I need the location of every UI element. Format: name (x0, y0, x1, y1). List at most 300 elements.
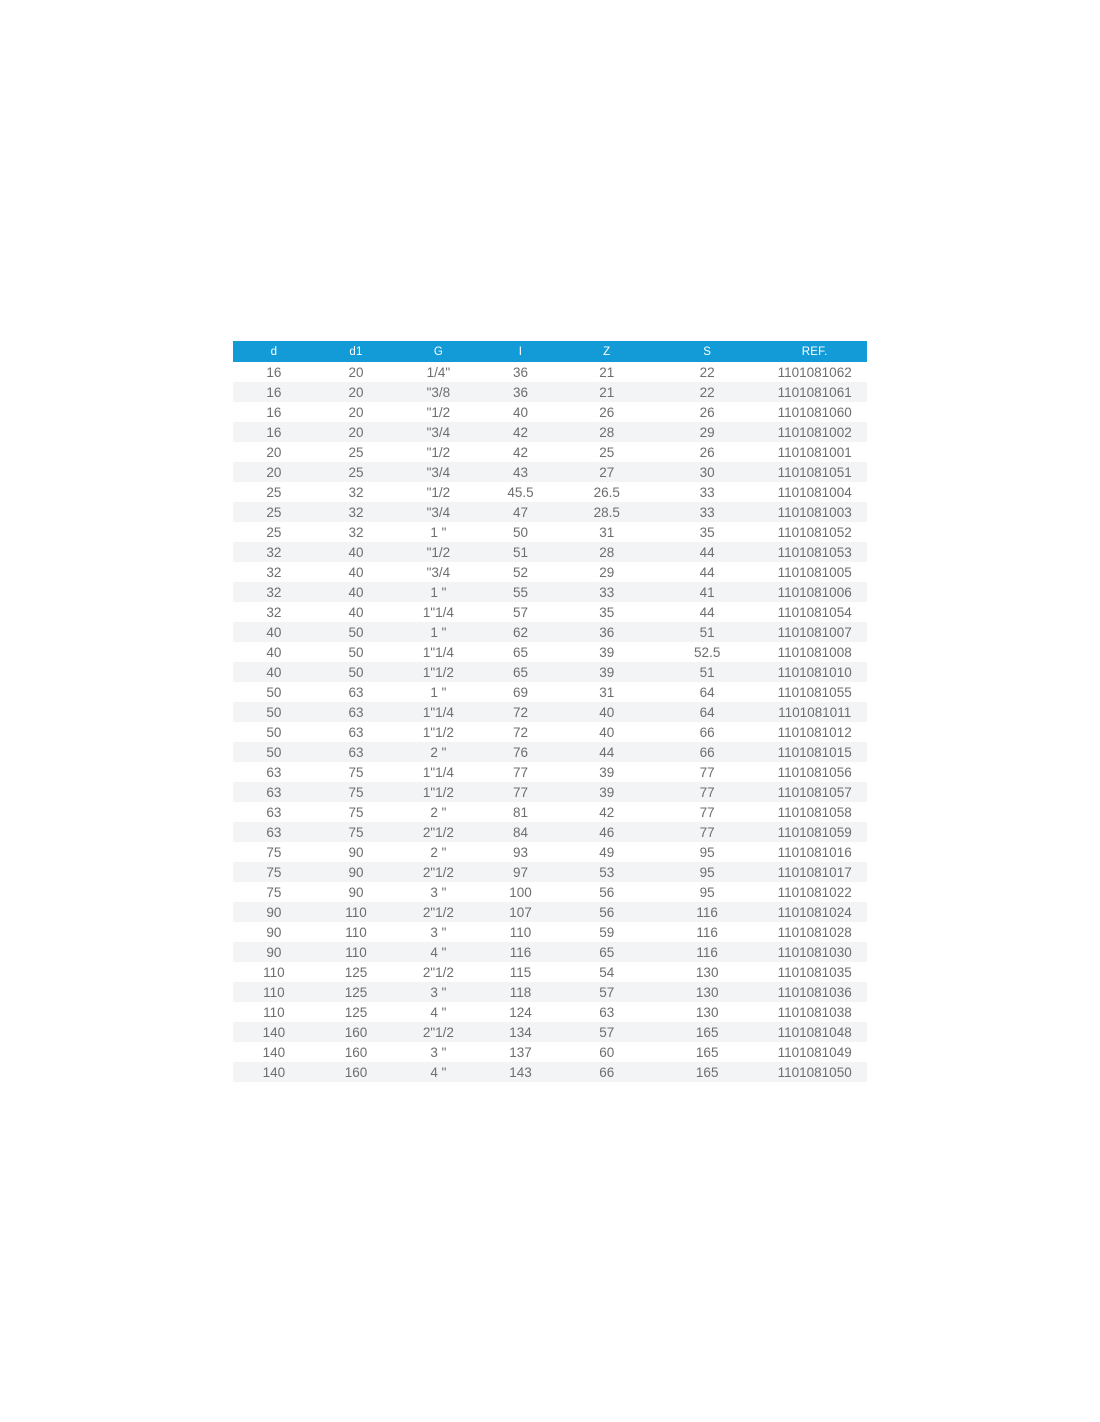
table-row (233, 842, 867, 862)
column-header-I: I (480, 341, 562, 362)
cell-d: 25 (266, 524, 282, 540)
table-row (233, 362, 867, 382)
cell-S: 130 (695, 984, 719, 1000)
cell-Z: 59 (599, 924, 615, 940)
cell-Z: 28 (599, 424, 615, 440)
cell-Z: 53 (599, 864, 615, 880)
cell-Z: 28.5 (593, 504, 620, 520)
cell-d: 32 (266, 604, 282, 620)
cell-I: 81 (512, 804, 528, 820)
cell-I: 47 (512, 504, 528, 520)
cell-S: 116 (696, 904, 718, 920)
cell-Z: 65 (599, 944, 615, 960)
cell-Z: 39 (599, 664, 615, 680)
cell-ref: 1101081012 (777, 724, 852, 740)
table-row (233, 942, 867, 962)
table-row (233, 902, 867, 922)
cell-d1: 110 (345, 944, 367, 960)
cell-ref: 1101081060 (777, 404, 852, 420)
cell-I: 118 (509, 984, 532, 1000)
table-header-row (233, 341, 867, 362)
table-row (233, 822, 867, 842)
cell-I: 116 (509, 944, 532, 960)
cell-G: 1 " (430, 624, 447, 640)
cell-d: 90 (266, 924, 282, 940)
cell-d: 50 (266, 724, 282, 740)
cell-G: 1 " (430, 584, 447, 600)
table-row (233, 962, 867, 982)
cell-d: 32 (266, 564, 282, 580)
cell-Z: 40 (599, 704, 615, 720)
table-row (233, 402, 867, 422)
cell-d1: 20 (348, 424, 364, 440)
cell-d: 16 (266, 424, 282, 440)
cell-d: 16 (266, 364, 282, 380)
cell-ref: 1101081022 (777, 884, 852, 900)
table-row (233, 442, 867, 462)
cell-d: 63 (266, 764, 282, 780)
spec-table (233, 341, 867, 1082)
table-row (233, 742, 867, 762)
cell-d1: 20 (348, 384, 364, 400)
cell-d1: 20 (348, 364, 364, 380)
column-header-d: d (233, 341, 315, 362)
cell-I: 51 (512, 544, 528, 560)
table-row (233, 522, 867, 542)
cell-d1: 90 (348, 864, 364, 880)
cell-S: 77 (699, 764, 715, 780)
cell-ref: 1101081062 (777, 364, 852, 380)
cell-G: "3/4 (426, 564, 451, 580)
cell-I: 42 (512, 424, 528, 440)
table-row (233, 622, 867, 642)
cell-d1: 40 (348, 584, 364, 600)
table-row (233, 1042, 867, 1062)
cell-d1: 110 (345, 904, 367, 920)
cell-d: 16 (266, 384, 282, 400)
cell-Z: 60 (599, 1044, 615, 1060)
cell-d: 140 (262, 1064, 286, 1080)
cell-d1: 32 (348, 504, 364, 520)
cell-d: 75 (266, 884, 282, 900)
cell-d1: 90 (348, 884, 364, 900)
cell-d1: 125 (344, 964, 368, 980)
cell-Z: 28 (599, 544, 615, 560)
cell-d1: 40 (348, 544, 364, 560)
cell-I: 93 (512, 844, 528, 860)
cell-I: 134 (509, 1024, 532, 1040)
table-row (233, 662, 867, 682)
cell-G: 1 " (430, 684, 447, 700)
cell-G: "3/4 (426, 504, 451, 520)
cell-S: 116 (696, 924, 718, 940)
cell-d: 25 (266, 504, 282, 520)
cell-d1: 160 (344, 1064, 368, 1080)
cell-S: 64 (699, 684, 715, 700)
table-row (233, 562, 867, 582)
cell-G: "1/2 (426, 444, 451, 460)
cell-I: 69 (512, 684, 528, 700)
table-row (233, 482, 867, 502)
cell-ref: 1101081038 (777, 1004, 852, 1020)
table-row (233, 862, 867, 882)
cell-G: 1"1/4 (422, 604, 454, 620)
cell-I: 115 (509, 964, 532, 980)
cell-S: 95 (699, 844, 715, 860)
cell-G: 4 " (430, 1004, 447, 1020)
cell-S: 95 (699, 864, 715, 880)
cell-d1: 110 (345, 924, 367, 940)
cell-d: 63 (266, 804, 282, 820)
column-header-d1: d1 (315, 341, 397, 362)
cell-ref: 1101081030 (777, 944, 852, 960)
cell-S: 44 (699, 544, 715, 560)
cell-d1: 40 (348, 564, 364, 580)
cell-ref: 1101081015 (777, 744, 852, 760)
cell-ref: 1101081056 (777, 764, 852, 780)
cell-d: 140 (262, 1024, 286, 1040)
cell-Z: 21 (599, 364, 615, 380)
cell-d: 110 (263, 964, 285, 980)
cell-Z: 26 (599, 404, 615, 420)
cell-d: 50 (266, 744, 282, 760)
cell-S: 26 (699, 404, 715, 420)
cell-d: 140 (262, 1044, 286, 1060)
cell-S: 130 (695, 964, 719, 980)
cell-d: 63 (266, 824, 282, 840)
table-row (233, 802, 867, 822)
cell-S: 52.5 (694, 644, 721, 660)
cell-S: 41 (699, 584, 715, 600)
cell-S: 33 (699, 484, 715, 500)
cell-S: 64 (699, 704, 715, 720)
cell-ref: 1101081002 (777, 424, 852, 440)
table-row (233, 982, 867, 1002)
cell-d1: 50 (348, 644, 364, 660)
cell-I: 143 (509, 1064, 532, 1080)
cell-Z: 56 (599, 884, 615, 900)
table-row (233, 702, 867, 722)
cell-d: 40 (266, 644, 282, 660)
cell-I: 40 (512, 404, 528, 420)
cell-Z: 46 (599, 824, 615, 840)
table-row (233, 782, 867, 802)
cell-ref: 1101081024 (777, 904, 852, 920)
cell-I: 77 (512, 784, 528, 800)
cell-G: 2"1/2 (422, 964, 454, 980)
cell-G: 1"1/2 (422, 724, 454, 740)
cell-G: 1"1/4 (422, 704, 454, 720)
cell-d1: 63 (348, 684, 364, 700)
table-row (233, 642, 867, 662)
cell-Z: 49 (599, 844, 615, 860)
cell-S: 77 (699, 824, 715, 840)
cell-d: 90 (266, 904, 282, 920)
cell-d: 16 (266, 404, 282, 420)
cell-I: 137 (509, 1044, 532, 1060)
cell-ref: 1101081050 (777, 1064, 852, 1080)
cell-d: 20 (266, 464, 282, 480)
cell-d1: 75 (348, 784, 364, 800)
spec-table-head (233, 341, 867, 362)
cell-I: 107 (509, 904, 532, 920)
cell-d: 40 (266, 624, 282, 640)
cell-d1: 50 (348, 624, 364, 640)
cell-ref: 1101081061 (777, 384, 852, 400)
cell-d: 32 (266, 584, 282, 600)
cell-G: 1 " (430, 524, 447, 540)
table-row (233, 462, 867, 482)
cell-I: 50 (512, 524, 528, 540)
cell-d1: 160 (344, 1024, 368, 1040)
cell-d: 32 (266, 544, 282, 560)
cell-ref: 1101081003 (777, 504, 852, 520)
cell-G: "3/4 (426, 464, 451, 480)
cell-S: 77 (699, 804, 715, 820)
cell-G: 1/4" (426, 364, 451, 380)
cell-Z: 29 (599, 564, 615, 580)
cell-Z: 27 (599, 464, 615, 480)
table-row (233, 1022, 867, 1042)
cell-d: 75 (266, 844, 282, 860)
cell-ref: 1101081051 (777, 464, 852, 480)
table-row (233, 1002, 867, 1022)
cell-d: 75 (266, 864, 282, 880)
cell-I: 36 (512, 364, 528, 380)
cell-I: 42 (512, 444, 528, 460)
cell-Z: 40 (599, 724, 615, 740)
cell-d1: 125 (344, 1004, 368, 1020)
cell-ref: 1101081006 (777, 584, 852, 600)
cell-G: 2 " (430, 844, 447, 860)
cell-Z: 57 (599, 1024, 615, 1040)
cell-G: 3 " (430, 884, 447, 900)
cell-ref: 1101081028 (777, 924, 852, 940)
cell-ref: 1101081007 (777, 624, 852, 640)
cell-Z: 35 (599, 604, 615, 620)
cell-G: "1/2 (426, 404, 451, 420)
cell-d1: 25 (348, 444, 364, 460)
cell-S: 30 (699, 464, 715, 480)
cell-S: 26 (699, 444, 715, 460)
cell-S: 95 (699, 884, 715, 900)
cell-S: 66 (699, 724, 715, 740)
cell-d: 50 (266, 704, 282, 720)
table-row (233, 502, 867, 522)
cell-ref: 1101081052 (777, 524, 852, 540)
table-row (233, 382, 867, 402)
cell-S: 44 (699, 564, 715, 580)
cell-d: 110 (263, 984, 285, 1000)
cell-d1: 75 (348, 764, 364, 780)
cell-S: 44 (699, 604, 715, 620)
cell-Z: 39 (599, 764, 615, 780)
cell-d: 90 (266, 944, 282, 960)
cell-d1: 32 (348, 524, 364, 540)
cell-I: 77 (512, 764, 528, 780)
cell-ref: 1101081053 (777, 544, 852, 560)
cell-Z: 21 (599, 384, 615, 400)
cell-G: 2"1/2 (422, 1024, 454, 1040)
cell-Z: 66 (599, 1064, 615, 1080)
cell-G: "3/4 (426, 424, 451, 440)
cell-Z: 54 (599, 964, 615, 980)
cell-d: 40 (266, 664, 282, 680)
cell-Z: 26.5 (593, 484, 620, 500)
cell-ref: 1101081011 (778, 704, 852, 720)
cell-G: 4 " (430, 944, 447, 960)
table-row (233, 922, 867, 942)
cell-I: 97 (512, 864, 528, 880)
cell-d: 110 (263, 1004, 285, 1020)
cell-d1: 75 (348, 804, 364, 820)
cell-ref: 1101081010 (777, 664, 852, 680)
cell-S: 116 (696, 944, 718, 960)
cell-d1: 50 (348, 664, 364, 680)
cell-Z: 31 (599, 524, 615, 540)
cell-S: 51 (699, 624, 715, 640)
column-header-G: G (397, 341, 479, 362)
cell-G: 2 " (430, 804, 447, 820)
cell-ref: 1101081004 (777, 484, 852, 500)
cell-ref: 1101081016 (777, 844, 852, 860)
cell-S: 77 (699, 784, 715, 800)
table-row (233, 762, 867, 782)
cell-Z: 42 (599, 804, 615, 820)
cell-I: 65 (512, 664, 528, 680)
column-header-S: S (652, 341, 762, 362)
cell-G: 2"1/2 (422, 824, 454, 840)
cell-d1: 40 (348, 604, 364, 620)
cell-ref: 1101081001 (777, 444, 852, 460)
cell-d1: 125 (344, 984, 368, 1000)
cell-ref: 1101081005 (777, 564, 852, 580)
cell-d1: 75 (348, 824, 364, 840)
cell-Z: 25 (599, 444, 615, 460)
cell-Z: 31 (599, 684, 615, 700)
cell-Z: 39 (599, 644, 615, 660)
cell-d: 50 (266, 684, 282, 700)
cell-d1: 90 (348, 844, 364, 860)
cell-G: 4 " (430, 1064, 447, 1080)
cell-G: 1"1/4 (422, 764, 454, 780)
table-row (233, 682, 867, 702)
table-row (233, 882, 867, 902)
cell-ref: 1101081058 (777, 804, 852, 820)
column-header-ref: REF. (762, 341, 867, 362)
cell-S: 51 (699, 664, 715, 680)
cell-G: 1"1/2 (422, 784, 454, 800)
cell-I: 100 (509, 884, 532, 900)
cell-G: 3 " (430, 924, 447, 940)
cell-I: 43 (512, 464, 528, 480)
cell-d: 25 (266, 484, 282, 500)
column-header-Z: Z (561, 341, 652, 362)
cell-d1: 32 (348, 484, 364, 500)
cell-d1: 63 (348, 724, 364, 740)
cell-G: 1"1/2 (422, 664, 454, 680)
cell-S: 165 (695, 1044, 719, 1060)
table-row (233, 582, 867, 602)
cell-Z: 63 (599, 1004, 615, 1020)
cell-S: 165 (695, 1024, 719, 1040)
cell-ref: 1101081057 (777, 784, 852, 800)
cell-d1: 63 (348, 704, 364, 720)
cell-ref: 1101081055 (777, 684, 852, 700)
cell-G: 2"1/2 (422, 864, 454, 880)
spec-table-body (233, 362, 867, 1082)
cell-G: "1/2 (426, 544, 451, 560)
cell-I: 84 (512, 824, 528, 840)
cell-Z: 36 (599, 624, 615, 640)
table-row (233, 422, 867, 442)
cell-S: 22 (699, 364, 715, 380)
cell-ref: 1101081054 (777, 604, 852, 620)
cell-G: 3 " (430, 984, 447, 1000)
spec-table-container (233, 341, 867, 1082)
cell-d1: 63 (348, 744, 364, 760)
cell-G: 2"1/2 (422, 904, 454, 920)
cell-ref: 1101081049 (777, 1044, 852, 1060)
table-row (233, 722, 867, 742)
cell-I: 110 (509, 924, 532, 940)
cell-Z: 57 (599, 984, 615, 1000)
cell-I: 76 (512, 744, 528, 760)
cell-S: 165 (695, 1064, 719, 1080)
cell-I: 45.5 (507, 484, 534, 500)
cell-S: 130 (695, 1004, 719, 1020)
cell-I: 36 (512, 384, 528, 400)
cell-G: "3/8 (426, 384, 451, 400)
cell-Z: 56 (599, 904, 615, 920)
cell-ref: 1101081017 (777, 864, 852, 880)
cell-G: 1"1/4 (422, 644, 454, 660)
cell-ref: 1101081036 (777, 984, 852, 1000)
cell-S: 33 (699, 504, 715, 520)
cell-Z: 39 (599, 784, 615, 800)
cell-ref: 1101081035 (777, 964, 852, 980)
cell-I: 72 (512, 724, 528, 740)
cell-S: 35 (699, 524, 715, 540)
table-row (233, 602, 867, 622)
cell-I: 62 (512, 624, 528, 640)
cell-I: 57 (512, 604, 528, 620)
table-row (233, 1062, 867, 1082)
cell-G: 3 " (430, 1044, 447, 1060)
cell-I: 124 (509, 1004, 532, 1020)
cell-ref: 1101081048 (777, 1024, 852, 1040)
cell-I: 52 (512, 564, 528, 580)
cell-I: 72 (512, 704, 528, 720)
cell-d: 63 (266, 784, 282, 800)
table-row (233, 542, 867, 562)
cell-d1: 20 (348, 404, 364, 420)
cell-S: 22 (699, 384, 715, 400)
cell-G: "1/2 (426, 484, 451, 500)
cell-d1: 25 (348, 464, 364, 480)
cell-I: 65 (512, 644, 528, 660)
cell-ref: 1101081008 (777, 644, 852, 660)
cell-d: 20 (266, 444, 282, 460)
cell-ref: 1101081059 (777, 824, 852, 840)
cell-G: 2 " (430, 744, 447, 760)
cell-Z: 44 (599, 744, 615, 760)
cell-S: 66 (699, 744, 715, 760)
cell-Z: 33 (599, 584, 615, 600)
cell-I: 55 (512, 584, 528, 600)
cell-S: 29 (699, 424, 715, 440)
cell-d1: 160 (344, 1044, 368, 1060)
